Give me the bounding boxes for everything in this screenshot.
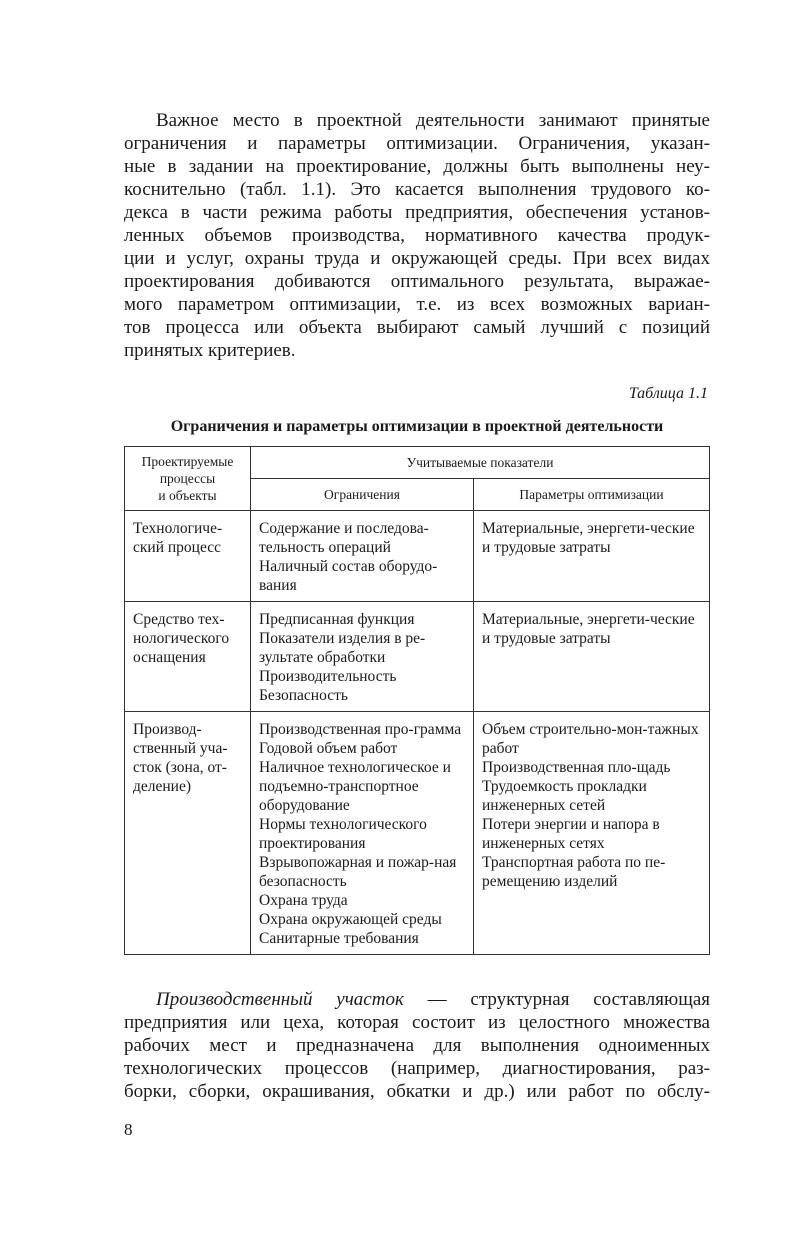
object-label: Производ-ственный уча-сток (зона, от-деление) — [133, 721, 228, 795]
closing-paragraph — [124, 988, 710, 1103]
text-line: Производственный участок — структурная составляющая — [156, 989, 710, 1010]
optimization-cell — [474, 602, 710, 712]
constraint-item: Годовой объем работ — [259, 740, 398, 757]
optimization-item: Транспортная работа по пе-ремещению изделий — [482, 854, 666, 890]
table-row — [125, 602, 710, 712]
constraint-item: Охрана труда — [259, 892, 348, 909]
optimization-item: Материальные, энергети-ческие и трудовые затраты — [482, 520, 695, 556]
term: Производственный участок — [156, 989, 404, 1010]
object-cell — [125, 602, 251, 712]
constraints-cell — [251, 602, 474, 712]
optimization-item: Потери энергии и напора в инженерных сетях — [482, 816, 660, 852]
header-indicators: Учитываемые показатели — [251, 447, 710, 479]
text-line: ленных объемов производства, нормативного качества продук- — [124, 225, 710, 246]
text-line: декса в части режима работы предприятия, обеспечения установ- — [124, 202, 710, 223]
object-label: Средство тех-нологического оснащения — [133, 611, 230, 666]
constraint-item: Наличный состав оборудо-вания — [259, 558, 438, 594]
text-line: тов процесса или объекта выбирают самый лучший с позиций — [124, 317, 710, 338]
text-line: проектирования добиваются оптимального результата, выражае- — [124, 271, 710, 292]
text-line: рабочих мест и предназначена для выполнения одноименных — [124, 1035, 710, 1056]
constraint-item: Содержание и последова-тельность операций — [259, 520, 429, 556]
page-number: 8 — [124, 1120, 133, 1139]
text-line: предприятия или цеха, которая состоит из целостного множества — [124, 1012, 710, 1033]
optimization-item: Производственная пло-щадь — [482, 759, 671, 776]
header-constraints: Ограничения — [251, 479, 474, 511]
constraint-item: Санитарные требования — [259, 930, 419, 947]
object-label: Технологиче-ский процесс — [133, 520, 223, 556]
constraints-cell — [251, 511, 474, 602]
constraint-item: Производительность — [259, 668, 397, 685]
text-line: принятых критериев. — [124, 340, 296, 361]
optimization-item: Объем строительно-мон-тажных работ — [482, 721, 699, 757]
constraints-table — [124, 446, 710, 955]
optimization-cell — [474, 511, 710, 602]
constraint-item: Показатели изделия в ре-зультате обработки — [259, 630, 426, 666]
constraints-cell — [251, 712, 474, 955]
constraint-item: Наличное технологическое и подъемно-транспортное оборудование — [259, 759, 451, 814]
constraint-item: Охрана окружающей среды — [259, 911, 442, 928]
constraint-item: Безопасность — [259, 687, 348, 704]
text-line: мого параметром оптимизации, т.е. из всех возможных вариан- — [124, 294, 710, 315]
optimization-cell — [474, 712, 710, 955]
text-line: Важное место в проектной деятельности занимают принятые — [156, 110, 710, 131]
table-title: Ограничения и параметры оптимизации в проектной деятельности — [170, 418, 664, 435]
constraint-item: Производственная про-грамма — [259, 721, 462, 738]
text-line: ные в задании на проектирование, должны быть выполнены неу- — [124, 156, 710, 177]
text-line: ограничения и параметры оптимизации. Ограничения, указан- — [124, 133, 710, 154]
constraint-item: Нормы технологического проектирования — [259, 816, 427, 852]
header-processes: Проектируемые процессы и объекты — [125, 447, 251, 511]
optimization-item: Материальные, энергети-ческие и трудовые затраты — [482, 611, 695, 647]
table-row — [125, 511, 710, 602]
text-line: технологических процессов (например, диагностирования, раз- — [124, 1058, 710, 1079]
constraint-item: Взрывопожарная и пожар-ная безопасность — [259, 854, 457, 890]
text-line: коснительно (табл. 1.1). Это касается выполнения трудового ко- — [124, 179, 710, 200]
constraint-item: Предписанная функция — [259, 611, 415, 628]
table-row — [125, 712, 710, 955]
optimization-item: Трудоемкость прокладки инженерных сетей — [482, 778, 647, 814]
object-cell — [125, 511, 251, 602]
intro-paragraph — [124, 109, 710, 362]
header-optimization: Параметры оптимизации — [474, 479, 710, 511]
text-line: ции и услуг, охраны труда и окружающей среды. При всех видах — [124, 248, 710, 269]
text-line: борки, сборки, окрашивания, обкатки и др.) или работ по обслу- — [124, 1081, 710, 1102]
object-cell — [125, 712, 251, 955]
table-header-row — [125, 447, 710, 479]
table-label: Таблица 1.1 — [628, 385, 708, 402]
